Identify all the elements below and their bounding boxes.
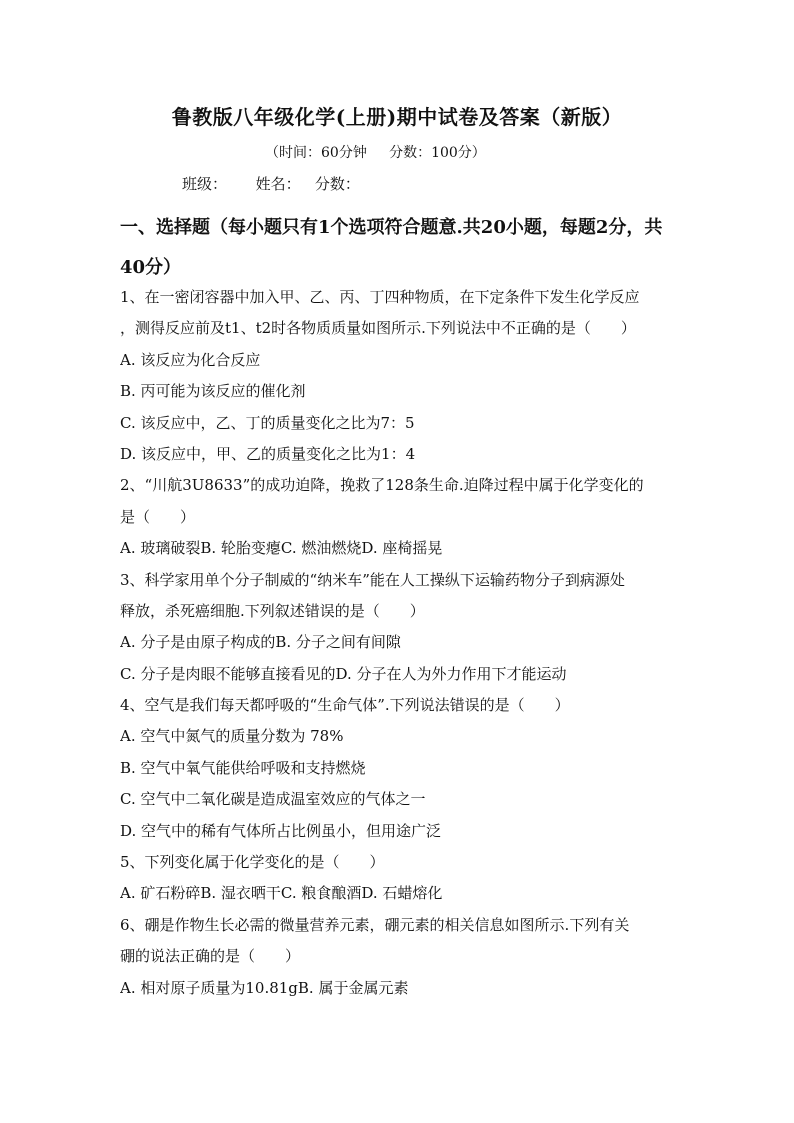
option-line: A. 玻璃破裂B. 轮胎变瘪C. 燃油燃烧D. 座椅摇晃 [120, 539, 443, 558]
text-line: 释放，杀死癌细胞.下列叙述错误的是（ ） [120, 601, 425, 620]
option-line: A. 空气中氮气的质量分数为 78% [120, 727, 344, 746]
option-line: B. 丙可能为该反应的催化剂 [120, 382, 306, 401]
option-line: C. 该反应中，乙、丁的质量变化之比为7：5 [120, 413, 415, 432]
option-line: A. 矿石粉碎B. 湿衣晒干C. 粮食酿酒D. 石蜡熔化 [120, 884, 443, 903]
text-line: 硼的说法正确的是（ ） [120, 947, 301, 966]
text-line: 是（ ） [120, 507, 196, 526]
option-line: A. 分子是由原子构成的B. 分子之间有间隙 [120, 633, 401, 652]
option-line: D. 空气中的稀有气体所占比例虽小，但用途广泛 [120, 821, 442, 840]
option-line: A. 该反应为化合反应 [120, 350, 261, 369]
section-heading: 一、选择题（每小题只有1个选项符合题意.共20小题，每题2分，共40分） [120, 217, 663, 278]
question-list [120, 282, 680, 1004]
text-line: 3、科学家用单个分子制威的“纳米车”能在人工操纵下运输药物分子到病源处 [120, 570, 625, 589]
text-line: 6、硼是作物生长必需的微量营养元素，硼元素的相关信息如图所示.下列有关 [120, 915, 630, 934]
option-line: C. 分子是肉眼不能够直接看见的D. 分子在人为外力作用下才能运动 [120, 664, 567, 683]
option-line: A. 相对原子质量为10.81gB. 属于金属元素 [120, 978, 409, 997]
option-line: D. 该反应中，甲、乙的质量变化之比为1：4 [120, 444, 416, 463]
text-line: 2、“川航3U8633”的成功迫降，挽救了128条生命.迫降过程中属于化学变化的 [120, 476, 644, 495]
text-line: ，测得反应前及t1、t2时各物质质量如图所示.下列说法中不正确的是（ ） [120, 319, 636, 338]
exam-time-score: （时间：60分钟 分数：100分） [265, 145, 486, 161]
text-line: 5、下列变化属于化学变化的是（ ） [120, 853, 385, 872]
text-line: 4、空气是我们每天都呼吸的“生命气体”.下列说法错误的是（ ） [120, 696, 570, 715]
option-line: C. 空气中二氧化碳是造成温室效应的气体之一 [120, 790, 426, 809]
option-line: B. 空气中氧气能供给呼吸和支持燃烧 [120, 758, 366, 777]
page-title: 鲁教版八年级化学(上册)期中试卷及答案（新版） [171, 105, 623, 129]
student-info-line: 班级： 姓名： 分数： [182, 175, 360, 193]
text-line: 1、在一密闭容器中加入甲、乙、丙、丁四种物质，在下定条件下发生化学反应 [120, 288, 640, 306]
